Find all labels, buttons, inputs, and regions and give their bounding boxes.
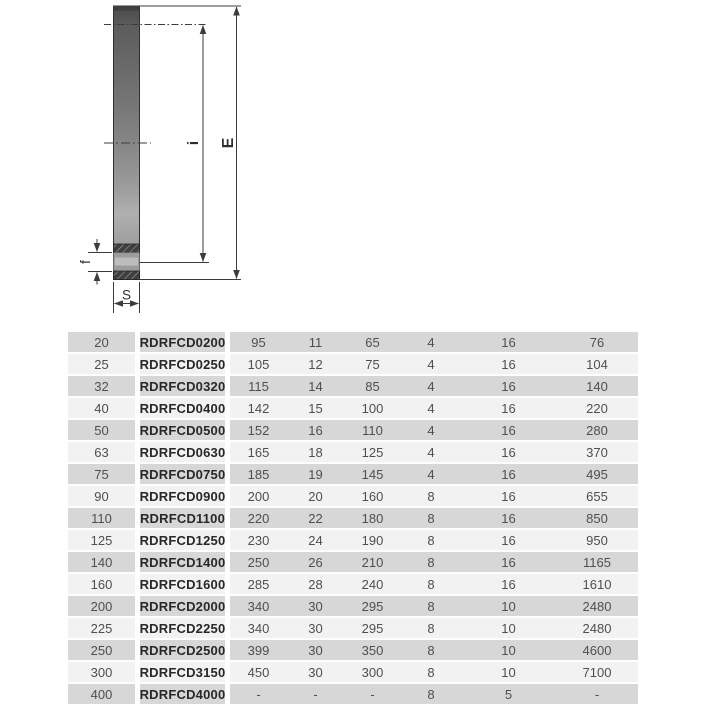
cell-weight: 4600 [556, 640, 638, 660]
table-row [68, 376, 638, 396]
cell-pn: 16 [461, 332, 556, 352]
cell-code: RDRFCD0750 [140, 464, 225, 484]
cell-weight: 2480 [556, 596, 638, 616]
cell-holes: 8 [401, 596, 461, 616]
cell-weight: 950 [556, 530, 638, 550]
table-row [68, 574, 638, 594]
cell-dim-s: 22 [287, 508, 344, 528]
cell-dim-d: 230 [230, 530, 287, 550]
cell-size: 63 [68, 442, 135, 462]
cell-code: RDRFCD1400 [140, 552, 225, 572]
cell-weight: 850 [556, 508, 638, 528]
cell-holes: 4 [401, 464, 461, 484]
table-row [68, 354, 638, 374]
cell-dim-d: 142 [230, 398, 287, 418]
cell-weight: 1165 [556, 552, 638, 572]
cell-dim-s: 18 [287, 442, 344, 462]
cell-code: RDRFCD1100 [140, 508, 225, 528]
cell-size: 110 [68, 508, 135, 528]
cell-dim-g: 65 [344, 332, 401, 352]
cell-weight: 495 [556, 464, 638, 484]
cell-code: RDRFCD0630 [140, 442, 225, 462]
cell-size: 140 [68, 552, 135, 572]
cell-dim-d: 250 [230, 552, 287, 572]
cell-size: 50 [68, 420, 135, 440]
cell-size: 75 [68, 464, 135, 484]
cell-holes: 8 [401, 618, 461, 638]
table-row [68, 530, 638, 550]
cell-size: 300 [68, 662, 135, 682]
cell-holes: 8 [401, 640, 461, 660]
cell-dim-s: 16 [287, 420, 344, 440]
cell-dim-d: 105 [230, 354, 287, 374]
cell-dim-g: 85 [344, 376, 401, 396]
cell-size: 200 [68, 596, 135, 616]
dimension-i [140, 26, 209, 263]
cell-dim-d: 200 [230, 486, 287, 506]
cell-dim-g: 160 [344, 486, 401, 506]
cell-holes: 8 [401, 508, 461, 528]
cell-size: 160 [68, 574, 135, 594]
cell-holes: 8 [401, 552, 461, 572]
cell-dim-g: 110 [344, 420, 401, 440]
cell-weight: 76 [556, 332, 638, 352]
cell-dim-d: 399 [230, 640, 287, 660]
cell-code: RDRFCD0250 [140, 354, 225, 374]
cell-pn: 16 [461, 354, 556, 374]
cell-size: 125 [68, 530, 135, 550]
cell-dim-s: 12 [287, 354, 344, 374]
cell-dim-g: 180 [344, 508, 401, 528]
cell-pn: 16 [461, 398, 556, 418]
cell-dim-g: 295 [344, 596, 401, 616]
cell-pn: 16 [461, 508, 556, 528]
table-row [68, 596, 638, 616]
dimension-f [77, 239, 112, 285]
cell-weight: 280 [556, 420, 638, 440]
hatched-section-lower [114, 271, 140, 280]
cell-code: RDRFCD0400 [140, 398, 225, 418]
cell-dim-s: 15 [287, 398, 344, 418]
hatched-section-upper [114, 244, 140, 253]
cell-dim-s: 14 [287, 376, 344, 396]
cell-code: RDRFCD0200 [140, 332, 225, 352]
cell-pn: 16 [461, 442, 556, 462]
cell-code: RDRFCD2000 [140, 596, 225, 616]
cell-weight: 140 [556, 376, 638, 396]
dimension-S [114, 282, 140, 313]
cell-pn: 5 [461, 684, 556, 704]
cell-pn: 16 [461, 486, 556, 506]
table-row [68, 486, 638, 506]
cell-dim-d: 115 [230, 376, 287, 396]
cell-dim-d: 340 [230, 596, 287, 616]
cell-holes: 8 [401, 486, 461, 506]
cell-dim-g: 100 [344, 398, 401, 418]
flange-section-drawing [0, 0, 300, 330]
cell-code: RDRFCD2500 [140, 640, 225, 660]
cell-dim-d: 220 [230, 508, 287, 528]
cell-size: 40 [68, 398, 135, 418]
cell-dim-s: 19 [287, 464, 344, 484]
cell-dim-s: 30 [287, 640, 344, 660]
cell-pn: 16 [461, 420, 556, 440]
cell-size: 32 [68, 376, 135, 396]
table-row [68, 684, 638, 704]
cell-holes: 4 [401, 442, 461, 462]
table-row [68, 640, 638, 660]
cell-code: RDRFCD1250 [140, 530, 225, 550]
cell-pn: 16 [461, 552, 556, 572]
dim-label-f: f [77, 260, 93, 264]
cell-holes: 8 [401, 684, 461, 704]
dim-label-S: S [121, 287, 132, 303]
cell-dim-s: 30 [287, 662, 344, 682]
cell-code: RDRFCD0900 [140, 486, 225, 506]
cell-code: RDRFCD0320 [140, 376, 225, 396]
cell-code: RDRFCD0500 [140, 420, 225, 440]
cell-code: RDRFCD3150 [140, 662, 225, 682]
cell-weight: 1610 [556, 574, 638, 594]
cell-size: 400 [68, 684, 135, 704]
cell-weight: 655 [556, 486, 638, 506]
table-row [68, 618, 638, 638]
dim-label-i: i [185, 140, 202, 146]
cell-weight: 104 [556, 354, 638, 374]
cell-dim-g: 190 [344, 530, 401, 550]
table-row [68, 464, 638, 484]
cell-dim-s: 26 [287, 552, 344, 572]
cell-holes: 4 [401, 332, 461, 352]
cell-dim-d: 340 [230, 618, 287, 638]
cell-dim-d: 285 [230, 574, 287, 594]
cell-dim-g: 240 [344, 574, 401, 594]
cell-dim-s: 30 [287, 596, 344, 616]
cell-weight: 370 [556, 442, 638, 462]
table-row [68, 332, 638, 352]
cell-dim-g: 300 [344, 662, 401, 682]
table-row [68, 420, 638, 440]
cell-weight: 2480 [556, 618, 638, 638]
cell-dim-d: 95 [230, 332, 287, 352]
cell-dim-g: 210 [344, 552, 401, 572]
cell-pn: 16 [461, 574, 556, 594]
cell-dim-g: 145 [344, 464, 401, 484]
cell-holes: 8 [401, 574, 461, 594]
cell-dim-s: 24 [287, 530, 344, 550]
table-row [68, 552, 638, 572]
cell-holes: 4 [401, 420, 461, 440]
cell-holes: 4 [401, 376, 461, 396]
cell-dim-s: 20 [287, 486, 344, 506]
cell-dim-d: 185 [230, 464, 287, 484]
cell-size: 90 [68, 486, 135, 506]
cell-dim-d: 450 [230, 662, 287, 682]
flange-top-edge [114, 6, 140, 11]
cell-dim-d: 152 [230, 420, 287, 440]
cell-size: 225 [68, 618, 135, 638]
cell-weight: - [556, 684, 638, 704]
cell-pn: 10 [461, 618, 556, 638]
cell-holes: 8 [401, 662, 461, 682]
cell-pn: 10 [461, 662, 556, 682]
cell-dim-s: 30 [287, 618, 344, 638]
cell-dim-s: 11 [287, 332, 344, 352]
cell-dim-s: - [287, 684, 344, 704]
cell-holes: 4 [401, 398, 461, 418]
cell-dim-d: - [230, 684, 287, 704]
cell-holes: 4 [401, 354, 461, 374]
cell-weight: 7100 [556, 662, 638, 682]
table-row [68, 442, 638, 462]
cell-pn: 16 [461, 530, 556, 550]
cell-code: RDRFCD2250 [140, 618, 225, 638]
cell-pn: 10 [461, 596, 556, 616]
cell-dim-g: 75 [344, 354, 401, 374]
cell-dim-g: 295 [344, 618, 401, 638]
cell-code: RDRFCD1600 [140, 574, 225, 594]
cell-code: RDRFCD4000 [140, 684, 225, 704]
cell-size: 20 [68, 332, 135, 352]
cell-weight: 220 [556, 398, 638, 418]
cell-dim-g: 350 [344, 640, 401, 660]
cell-pn: 10 [461, 640, 556, 660]
cell-holes: 8 [401, 530, 461, 550]
dim-label-E: E [220, 137, 237, 149]
groove-highlight [115, 258, 138, 266]
cell-size: 250 [68, 640, 135, 660]
cell-size: 25 [68, 354, 135, 374]
cell-dim-s: 28 [287, 574, 344, 594]
cell-dim-g: 125 [344, 442, 401, 462]
table-row [68, 398, 638, 418]
table-row [68, 662, 638, 682]
table-row [68, 508, 638, 528]
cell-pn: 16 [461, 376, 556, 396]
cell-pn: 16 [461, 464, 556, 484]
cell-dim-g: - [344, 684, 401, 704]
dimension-table [68, 332, 638, 706]
cell-dim-d: 165 [230, 442, 287, 462]
